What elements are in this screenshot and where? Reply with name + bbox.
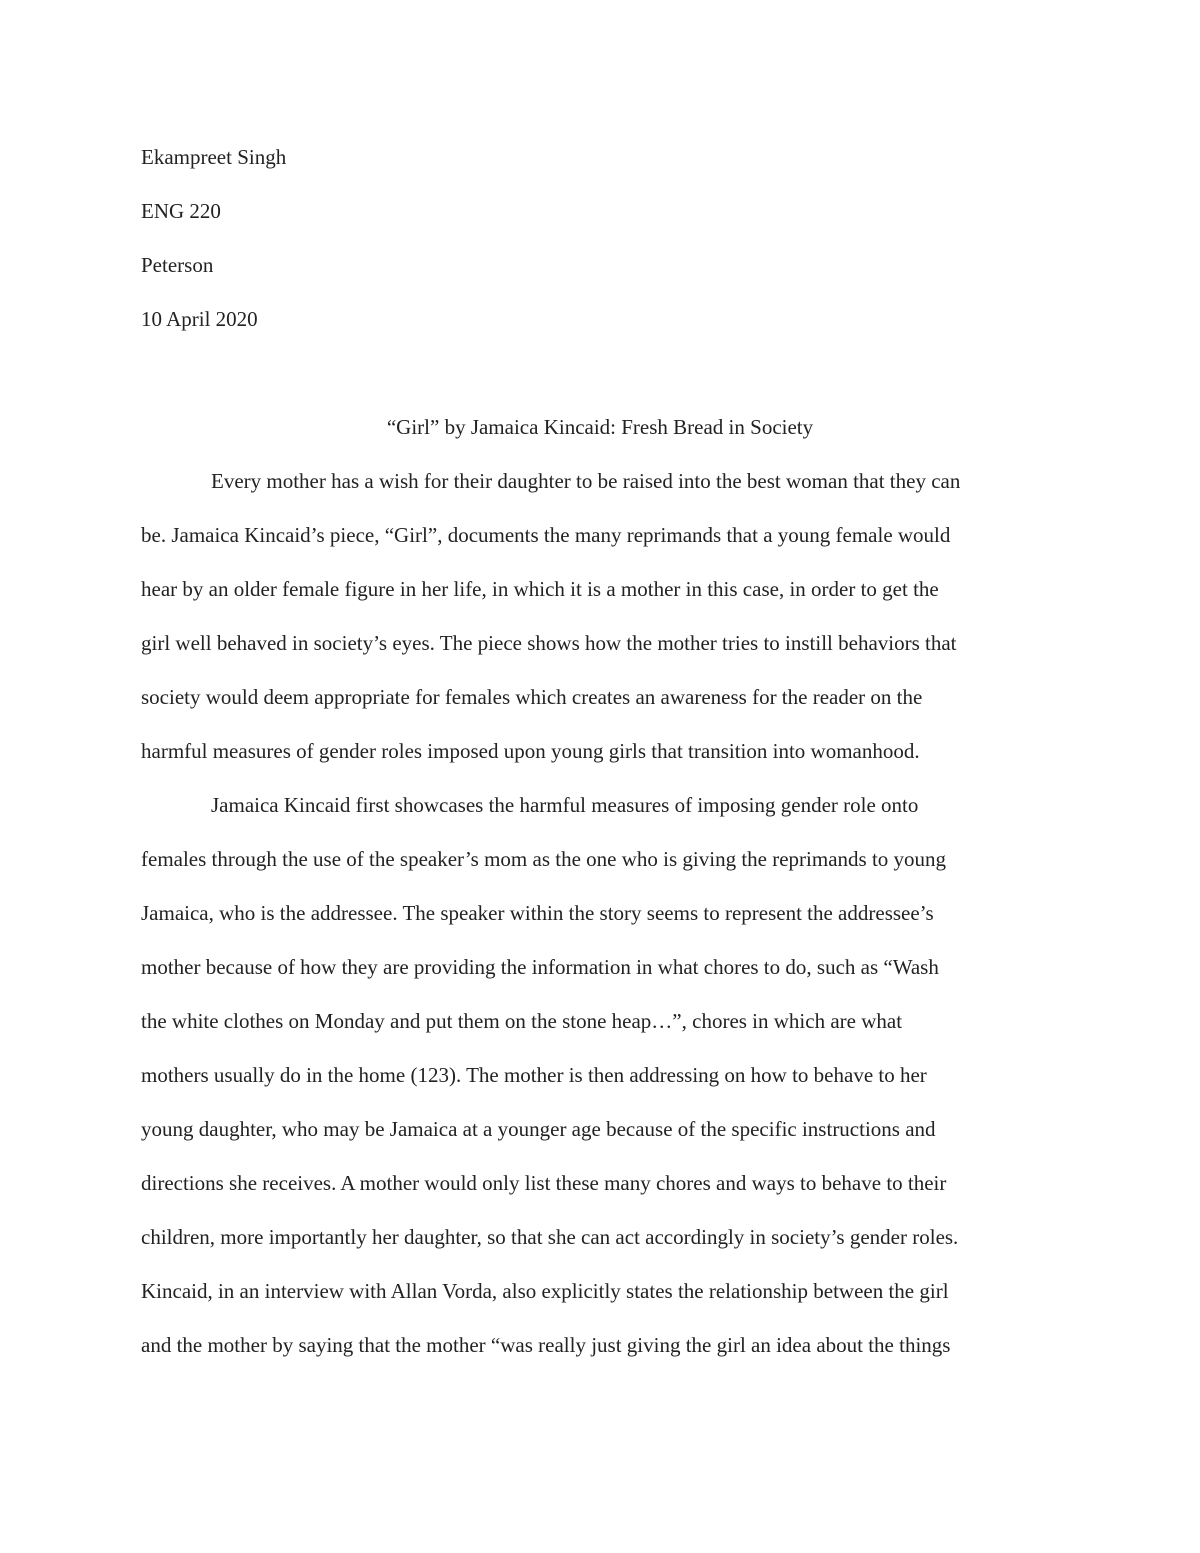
body-line: young daughter, who may be Jamaica at a younger age because of the specific instructions and [141,1117,936,1141]
body-line: mothers usually do in the home (123). The mother is then addressing on how to behave to her [141,1063,927,1087]
body-line: females through the use of the speaker’s mom as the one who is giving the reprimands to young [141,847,947,871]
body-line: hear by an older female figure in her life, in which it is a mother in this case, in order to get the [141,577,939,601]
body-line: directions she receives. A mother would only list these many chores and ways to behave to their [141,1171,947,1195]
body-line: Jamaica, who is the addressee. The speaker within the story seems to represent the addressee’s [141,901,934,925]
instructor-name: Peterson [141,253,214,277]
body-line: Jamaica Kincaid first showcases the harmful measures of imposing gender role onto [211,793,919,817]
essay-title: “Girl” by Jamaica Kincaid: Fresh Bread in Society [386,415,814,439]
body-line: harmful measures of gender roles imposed upon young girls that transition into womanhood. [141,739,920,763]
date: 10 April 2020 [141,307,258,331]
body-line: be. Jamaica Kincaid’s piece, “Girl”, documents the many reprimands that a young female would [141,523,951,547]
body-line: girl well behaved in society’s eyes. The piece shows how the mother tries to instill behaviors that [141,631,957,655]
body-line: Kincaid, in an interview with Allan Vorda, also explicitly states the relationship between the girl [141,1279,949,1303]
body-line: society would deem appropriate for females which creates an awareness for the reader on the [141,685,923,709]
author-name: Ekampreet Singh [141,145,287,169]
course-name: ENG 220 [141,199,221,223]
body-line: and the mother by saying that the mother “was really just giving the girl an idea about the things [141,1333,951,1357]
body-line: children, more importantly her daughter, so that she can act accordingly in society’s gender roles. [141,1225,959,1249]
body-line: Every mother has a wish for their daughter to be raised into the best woman that they can [211,469,961,493]
body-line: the white clothes on Monday and put them on the stone heap…”, chores in which are what [141,1009,903,1033]
body-line: mother because of how they are providing the information in what chores to do, such as “Wash [141,955,939,979]
